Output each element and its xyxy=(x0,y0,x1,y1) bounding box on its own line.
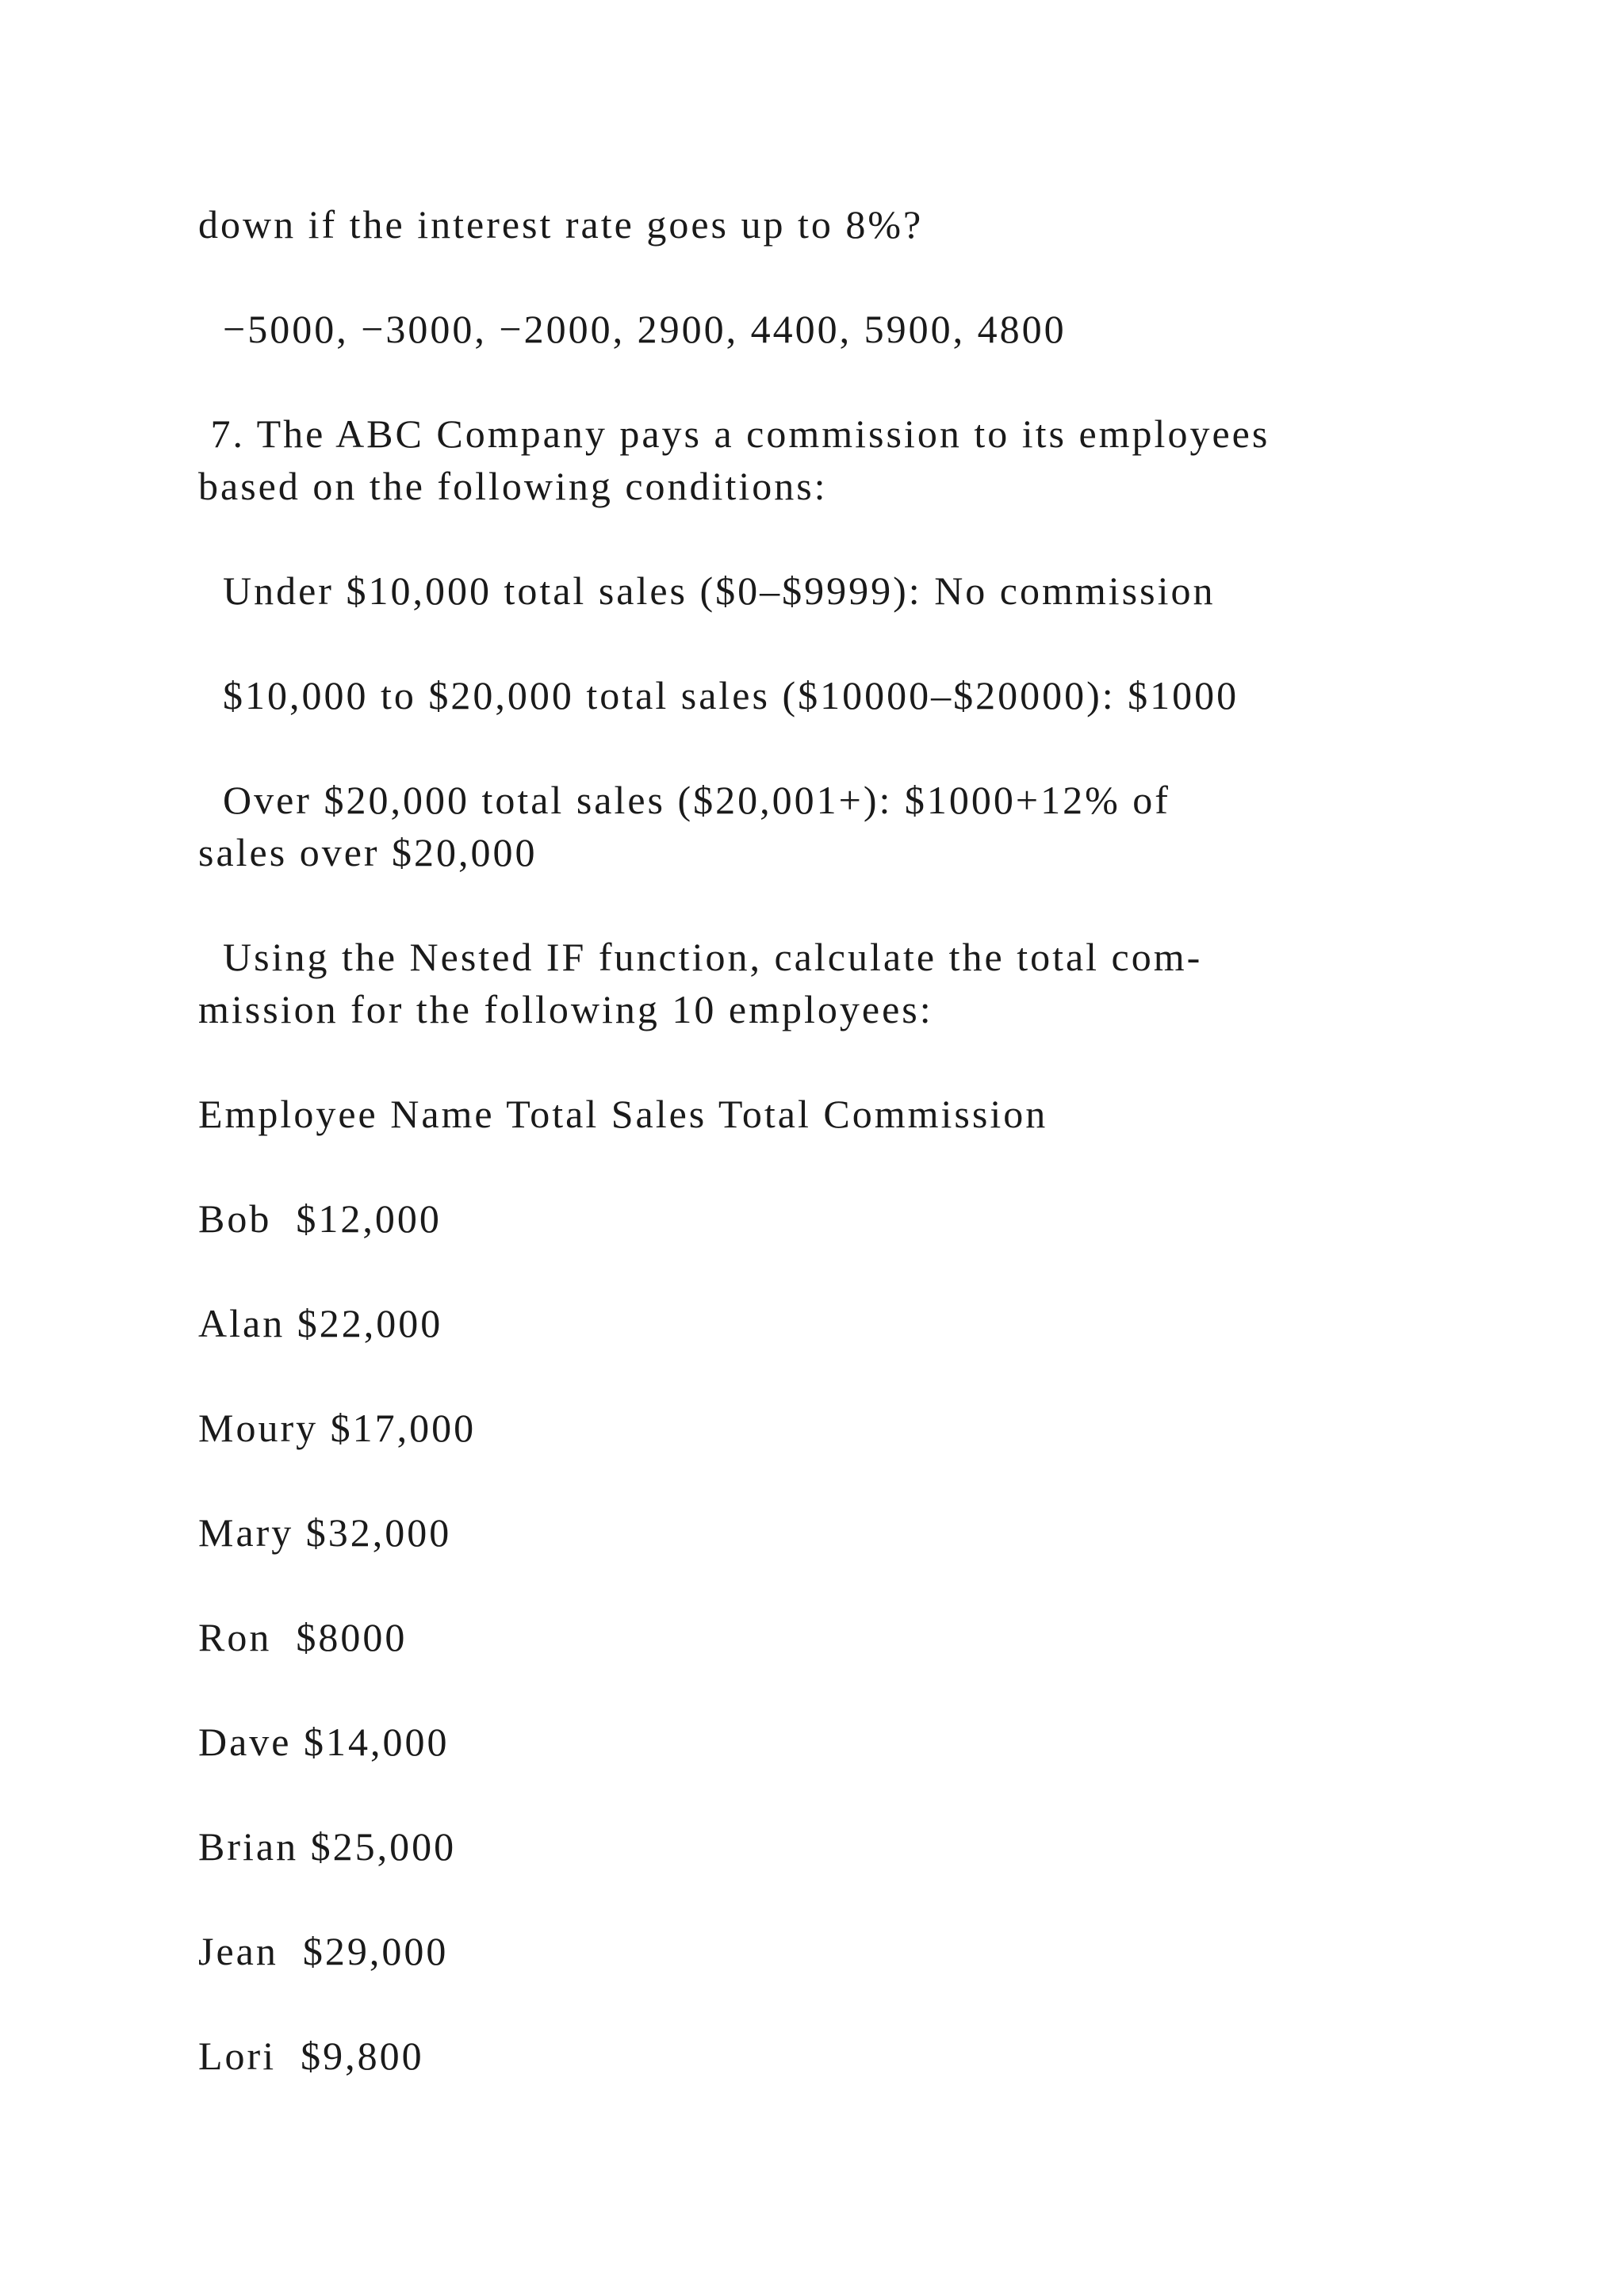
employee-row-alan: Alan $22,000 xyxy=(198,1301,443,1345)
cash-flow-series: −5000, −3000, −2000, 2900, 4400, 5900, 4800 xyxy=(198,307,1067,351)
condition-under-10000: Under $10,000 total sales ($0–$9999): No commission xyxy=(198,568,1216,613)
question-7-heading-cont: based on the following conditions: xyxy=(198,464,828,508)
employee-row-dave: Dave $14,000 xyxy=(198,1720,450,1764)
employee-row-bob: Bob $12,000 xyxy=(198,1196,442,1241)
table-header: Employee Name Total Sales Total Commission xyxy=(198,1092,1048,1136)
employee-row-lori: Lori $9,800 xyxy=(198,2034,424,2078)
question-7-heading: 7. The ABC Company pays a commission to its employees xyxy=(198,411,1270,456)
question-continuation: down if the interest rate goes up to 8%? xyxy=(198,202,924,247)
employee-row-moury: Moury $17,000 xyxy=(198,1406,477,1450)
instruction-text: Using the Nested IF function, calculate the total com- xyxy=(198,935,1203,979)
instruction-text-cont: mission for the following 10 employees: xyxy=(198,987,933,1031)
employee-row-jean: Jean $29,000 xyxy=(198,1929,449,1973)
employee-row-ron: Ron $8000 xyxy=(198,1615,408,1659)
employee-row-brian: Brian $25,000 xyxy=(198,1824,457,1869)
condition-over-20000-cont: sales over $20,000 xyxy=(198,830,538,874)
employee-row-mary: Mary $32,000 xyxy=(198,1510,452,1555)
condition-10000-to-20000: $10,000 to $20,000 total sales ($10000–$20000): $1000 xyxy=(198,673,1239,718)
condition-over-20000: Over $20,000 total sales ($20,001+): $1000+12% of xyxy=(198,778,1170,822)
